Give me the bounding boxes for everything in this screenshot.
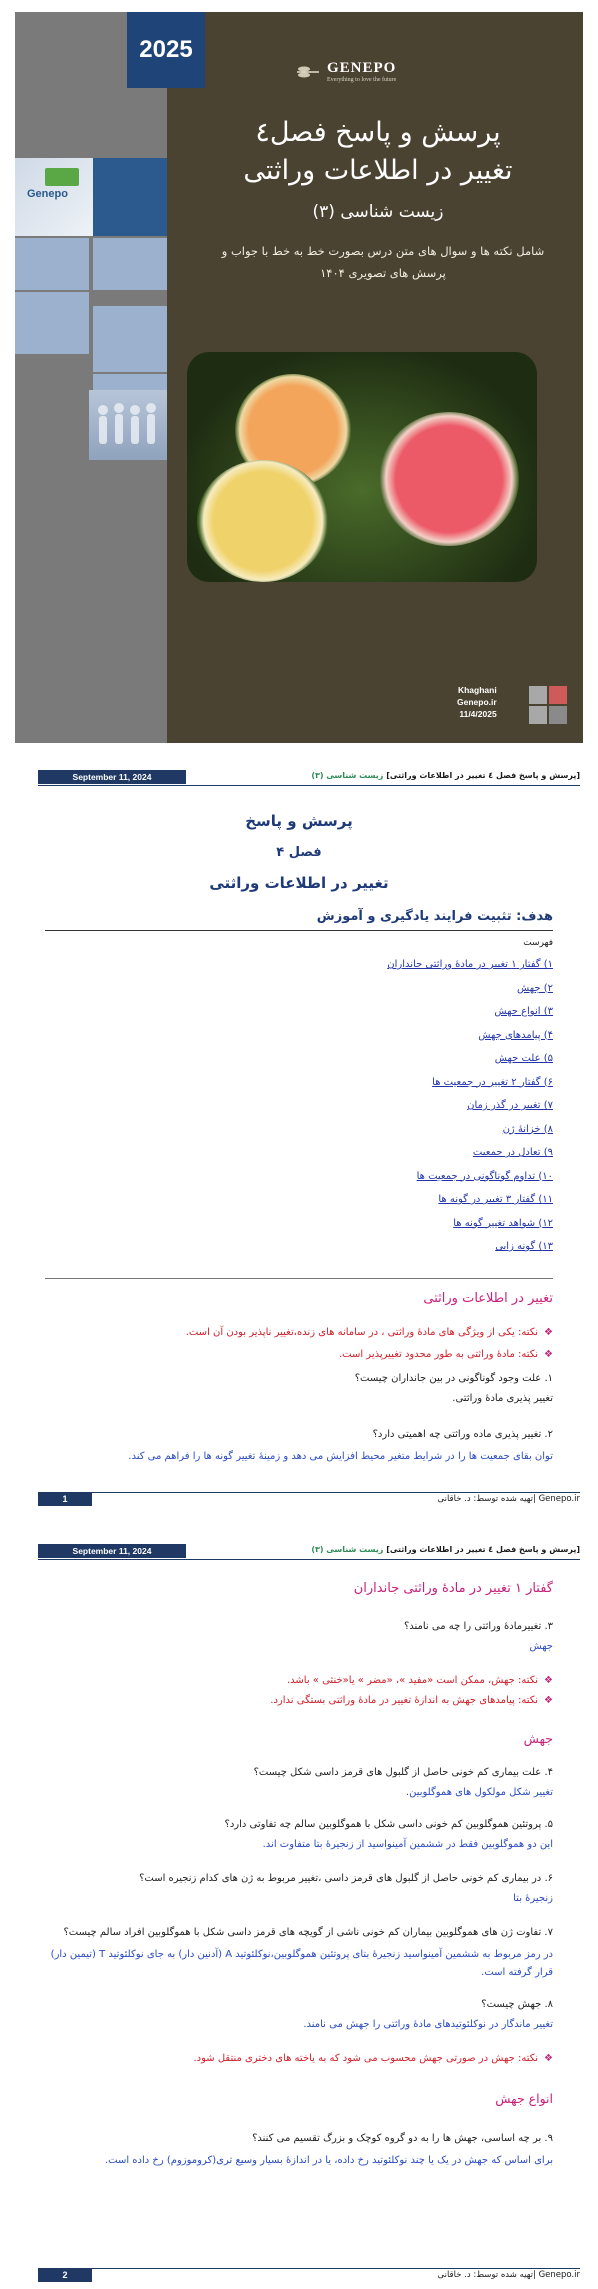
genepo-logo [295, 60, 396, 83]
page-header [38, 1544, 580, 1560]
answer-5: این دو هموگلوبین فقط در ششمین آمینواسید از زنجیرهٔ بتا متفاوت اند. [262, 1839, 553, 1850]
cover-title-line2: تغییر در اطلاعات وراثتی [243, 155, 513, 186]
header-date: September 11, 2024 [38, 770, 186, 784]
toc-item[interactable] [43, 1052, 553, 1066]
question-8: ۸. جهش چیست؟ [481, 1999, 553, 2010]
cover-square [93, 238, 167, 290]
page-1 [0, 770, 598, 1530]
question-3: ۳. تغییرمادهٔ وراثتی را چه می نامند؟ [403, 1621, 553, 1632]
question-1: ۱. علت وجود گوناگونی در بین جانداران چیست؟ [354, 1373, 553, 1384]
question-5: ۵. پروتئین هموگلوبین کم خونی داسی شکل با هموگلوبین سالم چه تفاوتی دارد؟ [224, 1819, 553, 1830]
page-number: 2 [38, 2268, 92, 2282]
toc-link[interactable]: ۱۳) گونه زایی [495, 1241, 553, 1252]
goal-heading: هدف: تثبیت فرایند یادگیری و آموزش [316, 909, 553, 924]
header-chapter: [پرسش و پاسخ فصل ٤ تغییر در اطلاعات وراثتی] [386, 771, 580, 780]
toc-item[interactable] [43, 958, 553, 972]
question-9: ۹. بر چه اساسی، جهش ها را به دو گروه کوچک و بزرگ تقسیم می کنند؟ [252, 2133, 553, 2144]
page-2 [0, 1544, 598, 2289]
watermelon-image [187, 352, 537, 582]
cover-title-line1: پرسش و پاسخ فصل٤ [255, 117, 501, 148]
genepo-mini-logo: Genepo [27, 188, 68, 200]
toc-link[interactable]: ۲) جهش [517, 982, 553, 994]
toc-link[interactable]: ۵) علت جهش [494, 1053, 553, 1064]
header-book: زیست شناسی (۳) [311, 771, 384, 780]
toc-link[interactable]: ۷) تغییر در گذر زمان [467, 1100, 553, 1111]
yellow-melon-slice [197, 460, 329, 582]
toc-item[interactable] [43, 1005, 553, 1019]
toc-item[interactable] [43, 1240, 553, 1254]
toc-label: فهرست [523, 938, 553, 948]
cover-book-thumbnail [15, 158, 93, 236]
footer-rule [92, 2268, 580, 2269]
section-title: تغییر در اطلاعات وراثتی [423, 1291, 553, 1306]
header-title [311, 1545, 580, 1554]
cover-people-image [89, 390, 167, 460]
toc-item[interactable] [43, 1076, 553, 1090]
page-number: 1 [38, 1492, 92, 1506]
cover-author: Khaghani [457, 685, 497, 695]
page-footer [38, 1490, 580, 1506]
question-2: ۲. تغییر پذیری ماده وراثتی چه اهمیتی دارد؟ [372, 1429, 553, 1440]
cover-year: 2025 [127, 12, 205, 88]
cover-square [529, 706, 547, 724]
header-chapter: [پرسش و پاسخ فصل ٤ تغییر در اطلاعات وراثتی] [386, 1545, 580, 1554]
toc-item[interactable] [43, 982, 553, 996]
people-silhouette-icon [89, 390, 167, 460]
footer-rule [92, 1492, 580, 1493]
cover-page [15, 12, 583, 743]
answer-1: تغییر پذیری مادهٔ وراثتی. [452, 1393, 553, 1404]
cover-description: شامل نکته ها و سوال های متن درس بصورت خط به خط با جواب و پرسش های تصویری ۱۴۰۴ [221, 244, 545, 280]
subsection-title: جهش [523, 1731, 553, 1746]
toc-link[interactable]: ۹) تعادل در جمعیت [472, 1147, 553, 1158]
toc-item[interactable] [43, 1099, 553, 1113]
header-date: September 11, 2024 [38, 1544, 186, 1558]
note-1: ❖ نکته: یکی از ویژگی های مادهٔ وراثتی ، در سامانه های زنده،تغییر ناپذیر بودن آن است. [43, 1326, 553, 1340]
note-3: ❖ نکته: جهش، ممکن است «مفید »، «مضر » یا«خنثی » باشد. [43, 1674, 553, 1688]
cover-square [529, 686, 547, 704]
cover-main [167, 12, 583, 743]
cover-subtitle: زیست شناسی (۳) [312, 202, 444, 222]
cover-square [15, 292, 89, 354]
question-7: ۷. تفاوت ژن های هموگلوبین بیماران کم خونی ناشی از گویچه های قرمز داسی شکل با هموگلوبین افراد سالم چیست؟ [63, 1927, 553, 1938]
cover-square [15, 238, 89, 290]
red-melon-slice [379, 412, 519, 546]
toc-link[interactable]: ۱۱) گفتار ۳ تغییر در گونه ها [438, 1194, 553, 1205]
goal-rule [45, 930, 553, 931]
answer-2: توان بقای جمعیت ها را در شرایط متغیر محیط افزایش می دهد و زمینهٔ تغییر گونه ها را فراهم می کند. [128, 1451, 553, 1462]
note-5: ❖ نکته: جهش در صورتی جهش محسوب می شود که به یاخته های دختری منتقل شود. [43, 2052, 553, 2066]
logo-tagline: Everything to love the future [327, 77, 397, 83]
header-title [311, 771, 580, 780]
cover-author-block [457, 684, 497, 720]
subsection-title: انواع جهش [495, 2091, 553, 2106]
footer-credit: Genepo.ir |تهیه شده توسط: د. خاقانی [437, 1494, 580, 1504]
answer-4: تغییر شکل مولکول های هموگلوبین. [405, 1787, 553, 1798]
doc-title: پرسش و پاسخ [245, 812, 353, 830]
header-book: زیست شناسی (۳) [311, 1545, 384, 1554]
footer-credit: Genepo.ir |تهیه شده توسط: د. خاقانی [437, 2270, 580, 2280]
header-rule [38, 1559, 580, 1560]
toc-link[interactable]: ۱۰) تداوم گوناگونی در جمعیت ها [416, 1170, 553, 1182]
toc-item[interactable] [43, 1217, 553, 1231]
answer-3: جهش [529, 1641, 553, 1652]
doc-chapter: فصل ۴ [276, 845, 322, 860]
doc-subtitle: تغییر در اطلاعات وراثتی [209, 874, 389, 892]
cover-title [213, 114, 543, 190]
header-rule [38, 785, 580, 786]
answer-9: برای اساس که جهش در یک یا چند نوکلئوتید رخ داده، یا در اندازهٔ بسیار وسیع تری(کروموزوم) رخ داده است. [104, 2155, 553, 2166]
toc-item[interactable] [43, 1029, 553, 1043]
toc-link[interactable]: ۱) گفتار ۱ تغییر در مادهٔ وراثتی جانداران [387, 959, 553, 970]
answer-6: زنجیرهٔ بتا [513, 1893, 553, 1904]
toc-link[interactable]: ۴) پیامدهای جهش [478, 1029, 553, 1041]
toc-link[interactable]: ۳) انواع جهش [494, 1006, 553, 1017]
toc-link[interactable]: ۸) خزانهٔ ژن [502, 1123, 553, 1135]
cover-date: 11/4/2025 [459, 709, 497, 719]
note-2: ❖ نکته: مادهٔ وراثتی به طور محدود تغییرپذیر است. [43, 1348, 553, 1362]
page-footer [38, 2266, 580, 2282]
cover-square [93, 158, 167, 236]
note-4: ❖ نکته: پیامدهای جهش به اندازهٔ تغییر در مادهٔ وراثتی بستگی ندارد. [43, 1694, 553, 1708]
page-header [38, 770, 580, 786]
logo-name: GENEPO [327, 60, 397, 76]
toc-item[interactable] [43, 1123, 553, 1137]
dragonfly-icon [295, 65, 321, 79]
toc-link[interactable]: ۶) گفتار ۲ تغییر در جمعیت ها [432, 1076, 553, 1088]
section-title: گفتار ۱ تغییر در مادهٔ وراثتی جانداران [353, 1581, 553, 1596]
cover-site: Genepo.ir [457, 697, 497, 707]
question-4: ۴. علت بیماری کم خونی حاصل از گلبول های قرمز داسی شکل چیست؟ [253, 1767, 553, 1778]
answer-7: در رمز مربوط به ششمین آمینواسید زنجیرهٔ بتای پروتئین هموگلوبین،نوکلئوتید A (آدنین دار) به جای نوکلئوتید T (تیمین دار) قرار گرفته است. [50, 1949, 553, 1978]
toc-item[interactable] [43, 1146, 553, 1160]
toc-rule [45, 1278, 553, 1279]
cover-square [93, 306, 167, 372]
cover-square [549, 706, 567, 724]
question-6: ۶. در بیماری کم خونی حاصل از گلبول های قرمز داسی ،تغییر مربوط به ژن های کدام زنجیره است؟ [139, 1873, 553, 1884]
answer-8: تغییر ماندگار در نوکلئوتیدهای مادهٔ وراثتی را جهش می نامند. [303, 2019, 553, 2030]
toc-link[interactable]: ۱۲) شواهد تغییر گونه ها [453, 1217, 553, 1229]
toc-item[interactable] [43, 1170, 553, 1184]
toc-item[interactable] [43, 1193, 553, 1207]
cover-square [549, 686, 567, 704]
leaf-graphic [45, 168, 79, 186]
